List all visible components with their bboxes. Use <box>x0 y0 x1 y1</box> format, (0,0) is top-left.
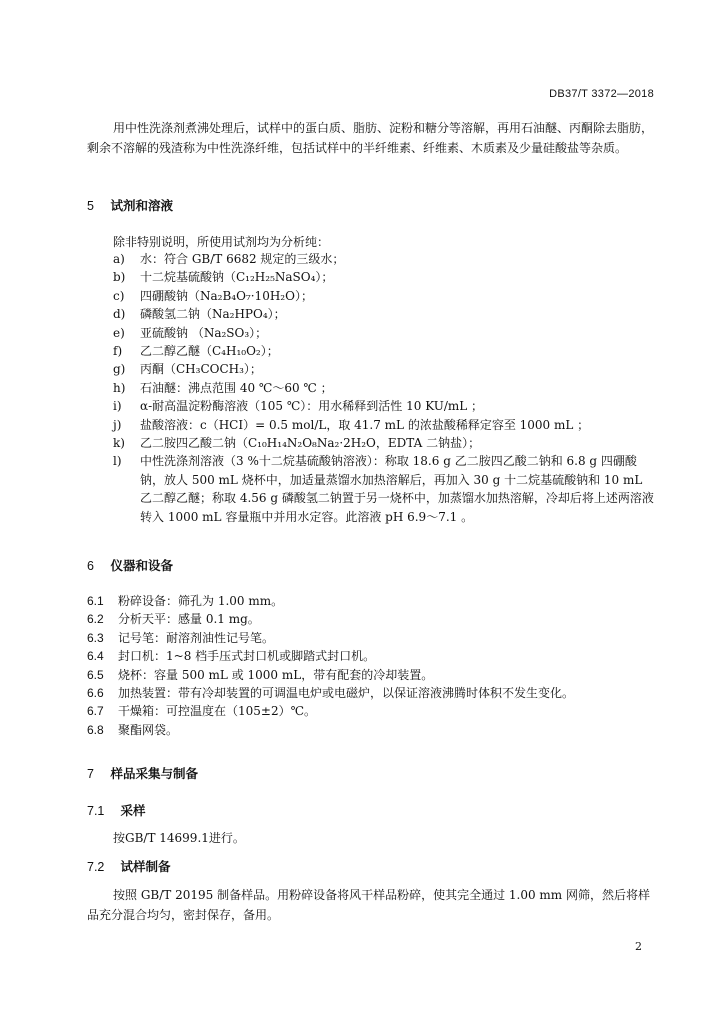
section-7-heading <box>87 764 198 782</box>
subsection-title: 采样 <box>120 804 146 818</box>
list-item: f) 乙二醇乙醚（C₄H₁₀O₂）； <box>113 344 279 359</box>
list-item: b) 十二烷基硫酸钠（C₁₂H₂₅NaSO₄）； <box>113 270 334 285</box>
section-title: 试剂和溶液 <box>110 199 173 213</box>
section-6-heading <box>87 556 173 574</box>
section-title: 仪器和设备 <box>110 559 173 573</box>
list-item: 6.6 加热装置：带有冷却装置的可调温电炉或电磁炉，以保证溶液沸腾时体积不发生变化。 <box>87 686 575 701</box>
subsection-number: 7.2 <box>87 860 105 874</box>
sampling-text: 按GB/T 14699.1进行。 <box>113 831 245 845</box>
list-item: 6.3 记号笔：耐溶剂油性记号笔。 <box>87 630 275 645</box>
subsection-7-2-heading <box>87 857 171 875</box>
principle-paragraph: 用中性洗涤剂煮沸处理后，试样中的蛋白质、脂肪、淀粉和糖分等溶解，再用石油醚、丙酮除去脂肪，剩余不溶解的残渣称为中性洗涤纤维，包括试样中的半纤维素、纤维素、木质素及少量硅酸盐等杂质。 <box>87 121 654 155</box>
section-title: 样品采集与制备 <box>110 767 198 781</box>
section-number: 5 <box>87 199 94 213</box>
section-number: 6 <box>87 559 94 573</box>
section-5-heading <box>87 196 173 214</box>
reagent-list <box>87 250 655 526</box>
list-item: k) 乙二胺四乙酸二钠（C₁₀H₁₄N₂O₈Na₂·2H₂O，EDTA 二钠盐）； <box>113 436 481 451</box>
document-code-header: DB37/T 3372—2018 <box>549 88 654 100</box>
sample-preparation-text: 按照 GB/T 20195 制备样品。用粉碎设备将风干样品粉碎，使其完全通过 1.00 mm 网筛，然后将样品充分混合均匀，密封保存，备用。 <box>87 888 650 922</box>
list-item: c) 四硼酸钠（Na₂B₄O₇·10H₂O）； <box>113 288 313 303</box>
subsection-7-1-heading <box>87 801 146 819</box>
list-item: i) α-耐高温淀粉酶溶液（105 ℃）：用水稀释到活性 10 KU/mL ； <box>113 399 484 414</box>
subsection-title: 试样制备 <box>120 860 171 874</box>
list-item: 6.1 粉碎设备：筛孔为 1.00 mm。 <box>87 594 284 608</box>
list-item: 6.7 干燥箱：可控温度在（105±2）℃。 <box>87 704 317 719</box>
list-item: e) 亚硫酸钠 （Na₂SO₃）； <box>113 325 268 340</box>
list-item: 6.8 聚酯网袋。 <box>87 722 179 737</box>
list-item: 6.2 分析天平：感量 0.1 mg。 <box>87 612 260 627</box>
list-item: g) 丙酮（CH₃COCH₃）； <box>113 362 262 377</box>
equipment-list <box>87 592 655 739</box>
list-item: j) 盐酸溶液：c（HCI）= 0.5 mol/L，取 41.7 mL 的浓盐酸稀释定容至 1000 mL ； <box>113 417 590 432</box>
list-item: a) 水：符合 GB/T 6682 规定的三级水； <box>113 252 345 266</box>
list-item: l) 中性洗涤剂溶液（3 %十二烷基硫酸钠溶液）：称取 18.6 g 乙二胺四乙酸二钠和 6.8 g 四硼酸钠，放人 500 mL 烧杯中，加适量蒸馏水加热溶解后，再加入 30 g 十二烷基硫酸钠和 10 mL 乙二醇乙醚；称取 4.56 g 磷酸氢二钠置于另一烧杯中，加蒸馏水加热溶解，冷却后将上述两溶液转入 1000 mL 容量瓶中并用水定容。此溶液 pH 6.9～7.1 。 <box>113 454 654 524</box>
list-item: 6.4 封口机：1~8 档手压式封口机或脚踏式封口机。 <box>87 649 376 664</box>
list-item: d) 磷酸氢二钠（Na₂HPO₄）； <box>113 307 286 322</box>
subsection-number: 7.1 <box>87 804 105 818</box>
section-number: 7 <box>87 767 94 781</box>
list-item: h) 石油醚：沸点范围 40 ℃～60 ℃ ； <box>113 380 333 395</box>
reagent-lead-text: 除非特别说明，所使用试剂均为分析纯： <box>113 235 330 249</box>
list-item: 6.5 烧杯：容量 500 mL 或 1000 mL，带有配套的冷却装置。 <box>87 667 434 682</box>
page-number: 2 <box>635 940 642 953</box>
